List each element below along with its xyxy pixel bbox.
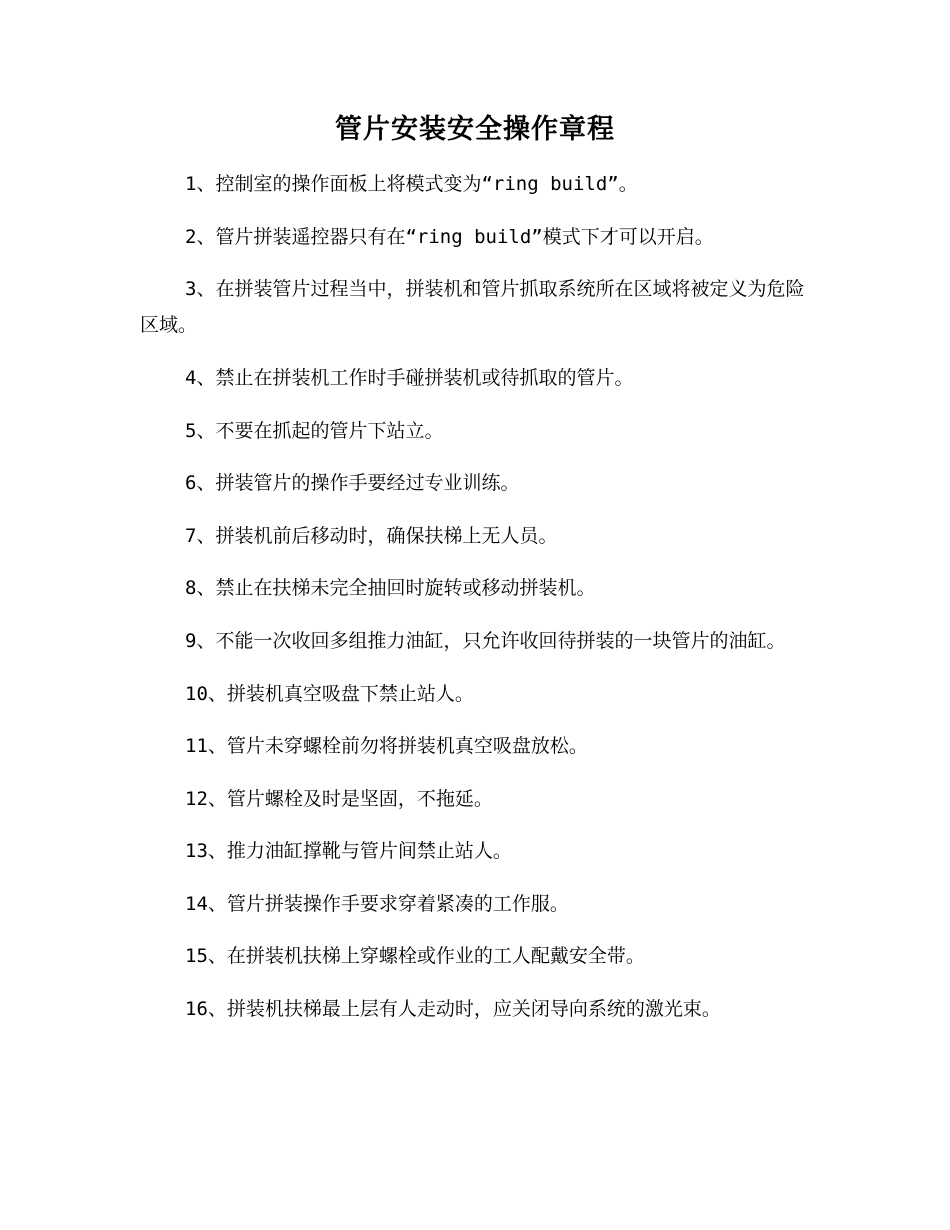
document-body (140, 166, 808, 1043)
rule-paragraph-16: 16、拼装机扶梯最上层有人走动时，应关闭导向系统的激光束。 (185, 997, 721, 1020)
rule-paragraph-15: 15、在拼装机扶梯上穿螺栓或作业的工人配戴安全带。 (185, 945, 645, 967)
rule-paragraph-13: 13、推力油缸撑靴与管片间禁止站人。 (185, 840, 512, 862)
rule-paragraph-4: 4、禁止在拼装机工作时手碰拼装机或待抓取的管片。 (185, 367, 634, 389)
rule-paragraph-14: 14、管片拼装操作手要求穿着紧凑的工作服。 (185, 892, 569, 915)
rule-paragraph-8: 8、禁止在扶梯未完全抽回时旋转或移动拼装机。 (185, 577, 596, 599)
rule-paragraph-9: 9、不能一次收回多组推力油缸，只允许收回待拼装的一块管片的油缸。 (185, 629, 786, 652)
rule-paragraph-7: 7、拼装机前后移动时，确保扶梯上无人员。 (185, 524, 558, 547)
rule-paragraph-3: 3、在拼装管片过程当中，拼装机和管片抓取系统所在区域将被定义为危险区域。 (140, 278, 805, 336)
rule-paragraph-10: 10、拼装机真空吸盘下禁止站人。 (185, 682, 474, 705)
rule-paragraph-5: 5、不要在抓起的管片下站立。 (185, 419, 444, 442)
rule-paragraph-1: 1、控制室的操作面板上将模式变为“ring build”。 (185, 173, 638, 195)
rule-paragraph-2: 2、管片拼装遥控器只有在“ring build”模式下才可以开启。 (185, 225, 714, 248)
document-title: 管片安装安全操作章程 (335, 114, 615, 145)
rule-paragraph-6: 6、拼装管片的操作手要经过专业训练。 (185, 472, 520, 494)
rule-paragraph-11: 11、管片未穿螺栓前勿将拼装机真空吸盘放松。 (185, 735, 588, 757)
rule-paragraph-12: 12、管片螺栓及时是坚固，不拖延。 (185, 787, 493, 810)
